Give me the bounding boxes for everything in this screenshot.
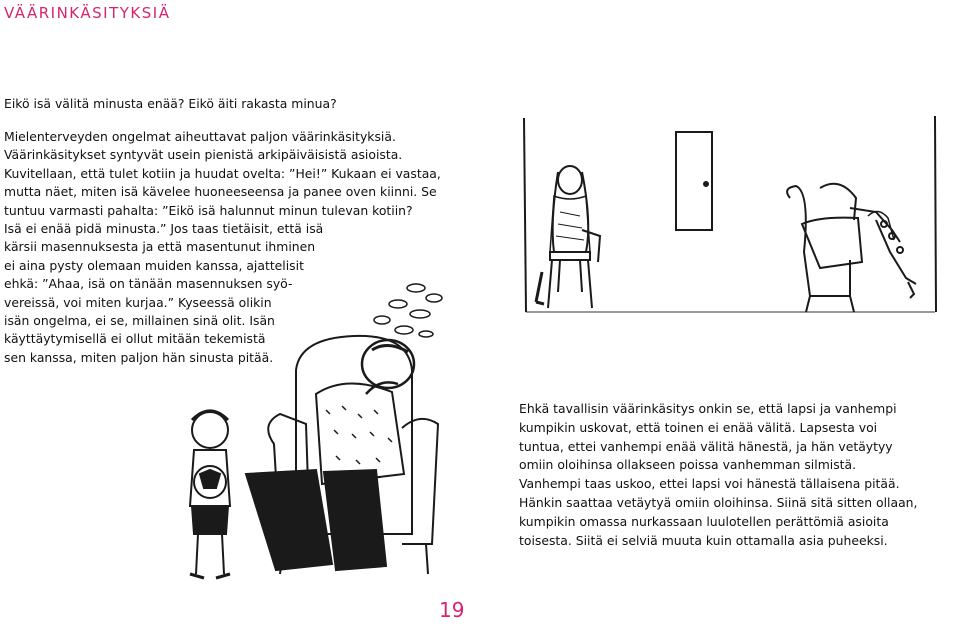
- door: [676, 132, 712, 230]
- right-line: Ehkä tavallisin väärinkäsitys onkin se, että lapsi ja vanhempi: [519, 401, 897, 416]
- wall-line: [935, 116, 936, 312]
- thought-swirl: [374, 284, 442, 337]
- body-line: sen kanssa, miten paljon hän sinusta pitää.: [4, 349, 274, 365]
- father-child-illustration: [176, 274, 466, 592]
- body-line: Isä ei enää pidä minusta.” Jos taas tietäisit, että isä: [4, 221, 324, 237]
- page-number: 19: [439, 598, 465, 622]
- section-title: VÄÄRINKÄSITYKSIÄ: [4, 4, 171, 22]
- right-line: toisesta. Siitä ei selviä muuta kuin ottamalla asia puheeksi.: [519, 532, 888, 548]
- girl-on-chair: [536, 166, 600, 308]
- right-line: kumpikin uskovat, että toinen ei enää välitä. Lapsesta voi: [519, 419, 878, 435]
- body-line: kärsii masennuksesta ja että masentunut ihminen: [4, 239, 316, 255]
- body-line: käyttäytymisellä ei ollut mitään tekemistä: [4, 331, 266, 347]
- boy-with-ball: [190, 411, 230, 578]
- lead-question: Eikö isä välitä minusta enää? Eikö äiti rakasta minua?: [4, 96, 337, 111]
- right-line: omiin oloihinsa ollakseen poissa vanhemman silmistä.: [519, 457, 857, 473]
- body-line: Mielenterveyden ongelmat aiheuttavat paljon väärinkäsityksiä.: [4, 129, 396, 144]
- body-line: mutta näet, miten isä kävelee huoneeseensa ja panee oven kiinni. Se: [4, 184, 437, 200]
- body-line: isän ongelma, ei se, millainen sinä olit. Isän: [4, 313, 275, 329]
- right-line: Vanhempi taas uskoo, ettei lapsi voi hänestä tällaisena pitää.: [519, 476, 900, 492]
- right-line: Hänkin saattaa vetäytyä omiin oloihinsa. Siinä sitä sitten ollaan,: [519, 494, 918, 510]
- body-line: Väärinkäsitykset syntyvät usein pienistä arkipäiväisistä asioista.: [4, 147, 403, 163]
- body-line: vereissä, voi miten kurjaa.” Kyseessä olikin: [4, 294, 272, 310]
- right-line: kumpikin omassa nurkassaan luulotellen perättömiä asioita: [519, 513, 889, 529]
- right-paragraph: [519, 400, 919, 550]
- wall-line: [524, 118, 526, 312]
- room-illustration: [520, 112, 940, 332]
- adult-in-armchair: [787, 184, 916, 312]
- body-line: ei aina pysty olemaan muiden kanssa, ajattelisit: [4, 257, 304, 273]
- body-line: ehkä: ”Ahaa, isä on tänään masennuksen syö-: [4, 276, 293, 292]
- right-line: tuntua, ettei vanhempi enää välitä hänestä, ja hän vetäytyy: [519, 438, 893, 454]
- body-line: tuntuu varmasti pahalta: ”Eikö isä halunnut minun tulevan kotiin?: [4, 202, 413, 218]
- body-line: Kuvitellaan, että tulet kotiin ja huudat ovelta: ”Hei!” Kukaan ei vastaa,: [4, 165, 441, 181]
- father-figure: [246, 340, 414, 570]
